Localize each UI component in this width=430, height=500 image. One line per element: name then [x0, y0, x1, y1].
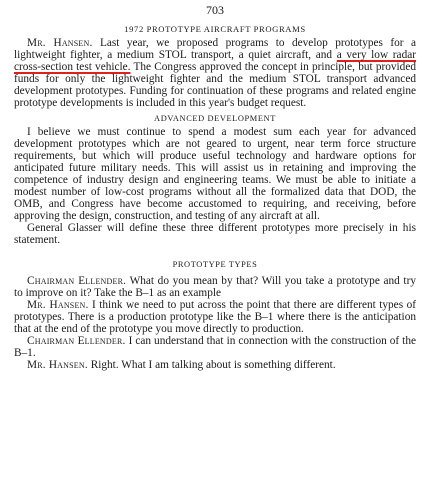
paragraph-ellender-1 [14, 275, 416, 299]
speaker-name: Mr. Hansen. [27, 37, 93, 49]
page-number: 703 [206, 3, 224, 17]
highlighted-phrase: a very low radar cross-section test vehicle. [14, 49, 416, 74]
paragraph-text: Last year, we proposed programs to develop prototypes for a lightweight fighter, a medium STOL transport, a quiet aircraft, and [14, 37, 416, 62]
paragraph-hansen-1 [14, 37, 416, 110]
speaker-name: Chairman Ellender. [27, 274, 127, 287]
section-heading-prototype-types: PROTOTYPE TYPES [172, 259, 258, 269]
paragraph-hansen-2 [14, 299, 416, 335]
paragraph-hansen-3 [14, 359, 416, 371]
speaker-name: Chairman Ellender. [27, 334, 126, 347]
speaker-name: Mr. Hansen. [27, 298, 89, 311]
running-head: 1972 PROTOTYPE AIRCRAFT PROGRAMS [124, 24, 306, 34]
section-heading-advanced-development: ADVANCED DEVELOPMENT [154, 113, 276, 123]
paragraph-text: What do you mean by that? Will you take a prototype and try to improve on it? Take the B–1 as an example [14, 274, 416, 299]
paragraph-advanced-development: I believe we must continue to spend a modest sum each year for advanced development prototypes which are not geared to urgent, near term force structure requirements, but which will produce useful technology and hardware options for anticipated future military needs. This will assist us in retaining and improving the competence of industry design and engineering teams. We must be able to initiate a modest number of low-cost programs without all the formalized data that DOD, the OMB, and Congress have become accustomed to requiring, and receiving, before approving the design, construction, and testing of any aircraft at all. [14, 125, 416, 223]
paragraph-text: Right. What I am talking about is something different. [87, 359, 336, 372]
spacer [14, 247, 416, 256]
speaker-name: Mr. Hansen. [27, 359, 88, 372]
paragraph-text: The Congress approved the concept in principle, but provided funds for only the lightweight fighter and the medium STOL transport advanced development prototypes. Funding for continuation of these programs and related engine prototype developments is included in this year's budget request. [14, 61, 416, 110]
paragraph-text: I think we need to put across the point that there are different types of prototypes. There is a production prototype like the B–1 where there is the anticipation that at the end of the prototype you move directly to production. [14, 298, 416, 335]
paragraph-glasser: General Glasser will define these three different prototypes more precisely in his statement. [14, 222, 416, 247]
paragraph-ellender-2 [14, 335, 416, 359]
paragraph-text: I can understand that in connection with the construction of the B–1. [14, 334, 416, 360]
